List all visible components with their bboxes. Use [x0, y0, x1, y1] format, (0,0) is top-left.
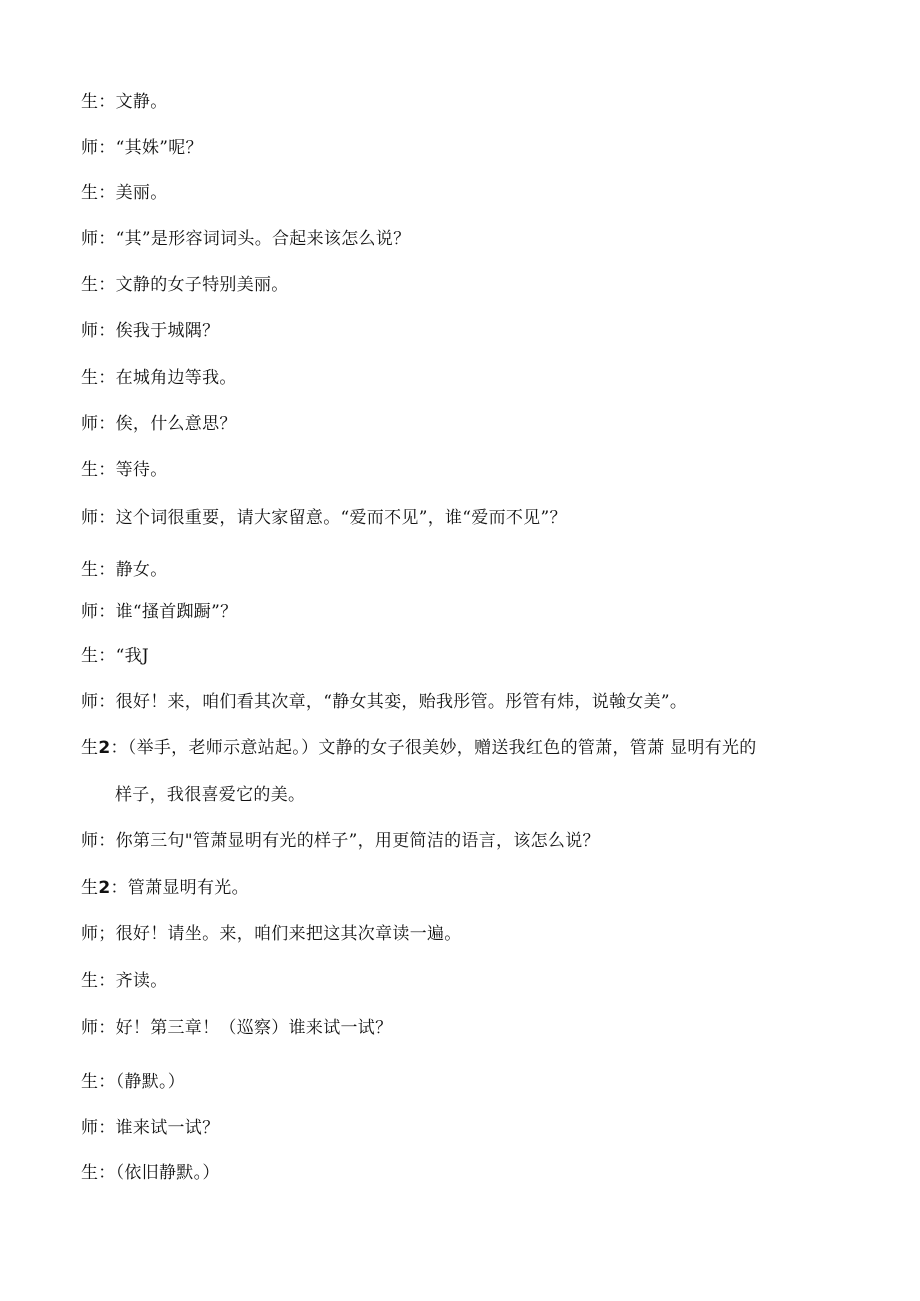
- dialogue-line: [81, 137, 203, 159]
- speaker-label: 生：: [81, 368, 116, 388]
- line-text: 文静的女子特别美丽。: [115, 275, 289, 295]
- speaker-label: 师：: [81, 508, 116, 528]
- speaker-label: 师；: [81, 924, 116, 944]
- speaker-label: 师：: [81, 1018, 116, 1038]
- dialogue-line: [81, 830, 600, 852]
- speaker-label: 生：: [81, 971, 116, 991]
- speaker-label: [81, 738, 128, 758]
- line-text: （依旧静默。）: [115, 1163, 220, 1183]
- line-text: 管萧显明有光。: [127, 878, 249, 898]
- line-text: 谁“搔首踟蹰”？: [115, 602, 238, 622]
- line-text: 俟，什么意思？: [115, 414, 237, 434]
- dialogue-line: [81, 1162, 220, 1184]
- dialogue-line: [81, 459, 168, 481]
- dialogue-line: [81, 228, 410, 250]
- line-text: 在城角边等我。: [115, 368, 237, 388]
- speaker-label: 师：: [81, 229, 116, 249]
- line-text: 文静。: [115, 92, 168, 112]
- speaker-label: 师：: [81, 321, 116, 341]
- line-text: “其”是形容词词头。合起来该怎么说？: [115, 229, 411, 249]
- line-text: 美丽。: [115, 183, 168, 203]
- dialogue-line: [81, 320, 219, 342]
- line-text: 俟我于城隅？: [115, 321, 220, 341]
- dialogue-line: [81, 691, 687, 713]
- speaker-suffix: ：: [110, 878, 128, 898]
- line-text: 你第三句"管萧显明有光的样子”，用更简洁的语言，该怎么说？: [115, 831, 600, 851]
- line-text: 很好！请坐。来，咱们来把这其次章读一遍。: [115, 924, 462, 944]
- speaker-label: 生：: [81, 460, 116, 480]
- line-text: 等待。: [115, 460, 168, 480]
- speaker-label: 生：: [81, 183, 116, 203]
- speaker-number: 2: [98, 878, 111, 898]
- line-text: 样子，我很喜爱它的美。: [115, 785, 306, 805]
- speaker-label: 生：: [81, 646, 116, 666]
- line-text: 静女。: [115, 560, 168, 580]
- speaker-label: 师：: [81, 1118, 116, 1138]
- dialogue-line: [81, 737, 757, 759]
- dialogue-line: [81, 182, 168, 204]
- speaker-label: 生：: [81, 92, 116, 112]
- speaker-label: 师：: [81, 414, 116, 434]
- dialogue-continuation: [115, 784, 305, 806]
- speaker-label: 师：: [81, 602, 116, 622]
- line-text: （静默。）: [115, 1072, 186, 1092]
- dialogue-line: [81, 91, 168, 113]
- speaker-label: 生：: [81, 560, 116, 580]
- line-text: 好！第三章！（巡察）谁来试一试？: [115, 1018, 393, 1038]
- dialogue-line: [81, 645, 149, 667]
- speaker-label: [81, 878, 128, 898]
- dialogue-line: [81, 367, 237, 389]
- dialogue-line: [81, 507, 567, 529]
- dialogue-line: [81, 877, 249, 899]
- dialogue-line: [81, 274, 289, 296]
- speaker-label: 师：: [81, 138, 116, 158]
- dialogue-line: [81, 1117, 219, 1139]
- dialogue-line: [81, 923, 462, 945]
- line-text: 谁来试一试？: [115, 1118, 220, 1138]
- dialogue-line: [81, 1017, 392, 1039]
- speaker-label: 师：: [81, 831, 116, 851]
- line-text: 这个词很重要，请大家留意。“爱而不见”，谁“爱而不见”？: [115, 508, 567, 528]
- speaker-label: 生：: [81, 1072, 116, 1092]
- line-text: （举手，老师示意站起。）文静的女子很美妙，赠送我红色的管萧，管萧 显明有光的: [127, 738, 757, 758]
- dialogue-line: [81, 601, 237, 623]
- speaker-label: 生：: [81, 1163, 116, 1183]
- speaker-label: 师：: [81, 692, 116, 712]
- speaker-prefix: 生: [81, 738, 99, 758]
- dialogue-line: [81, 970, 168, 992]
- speaker-number: 2: [98, 738, 111, 758]
- speaker-suffix: ：: [110, 738, 128, 758]
- dialogue-line: [81, 1071, 185, 1093]
- speaker-label: 生：: [81, 275, 116, 295]
- dialogue-line: [81, 559, 168, 581]
- line-text: 齐读。: [115, 971, 168, 991]
- line-text: “其姝”呢？: [115, 138, 203, 158]
- dialogue-line: [81, 413, 237, 435]
- line-text: “我J: [115, 646, 150, 666]
- line-text: 很好！来，咱们看其次章，“静女其娈，贻我彤管。彤管有炜，说螒女美”。: [115, 692, 688, 712]
- speaker-prefix: 生: [81, 878, 99, 898]
